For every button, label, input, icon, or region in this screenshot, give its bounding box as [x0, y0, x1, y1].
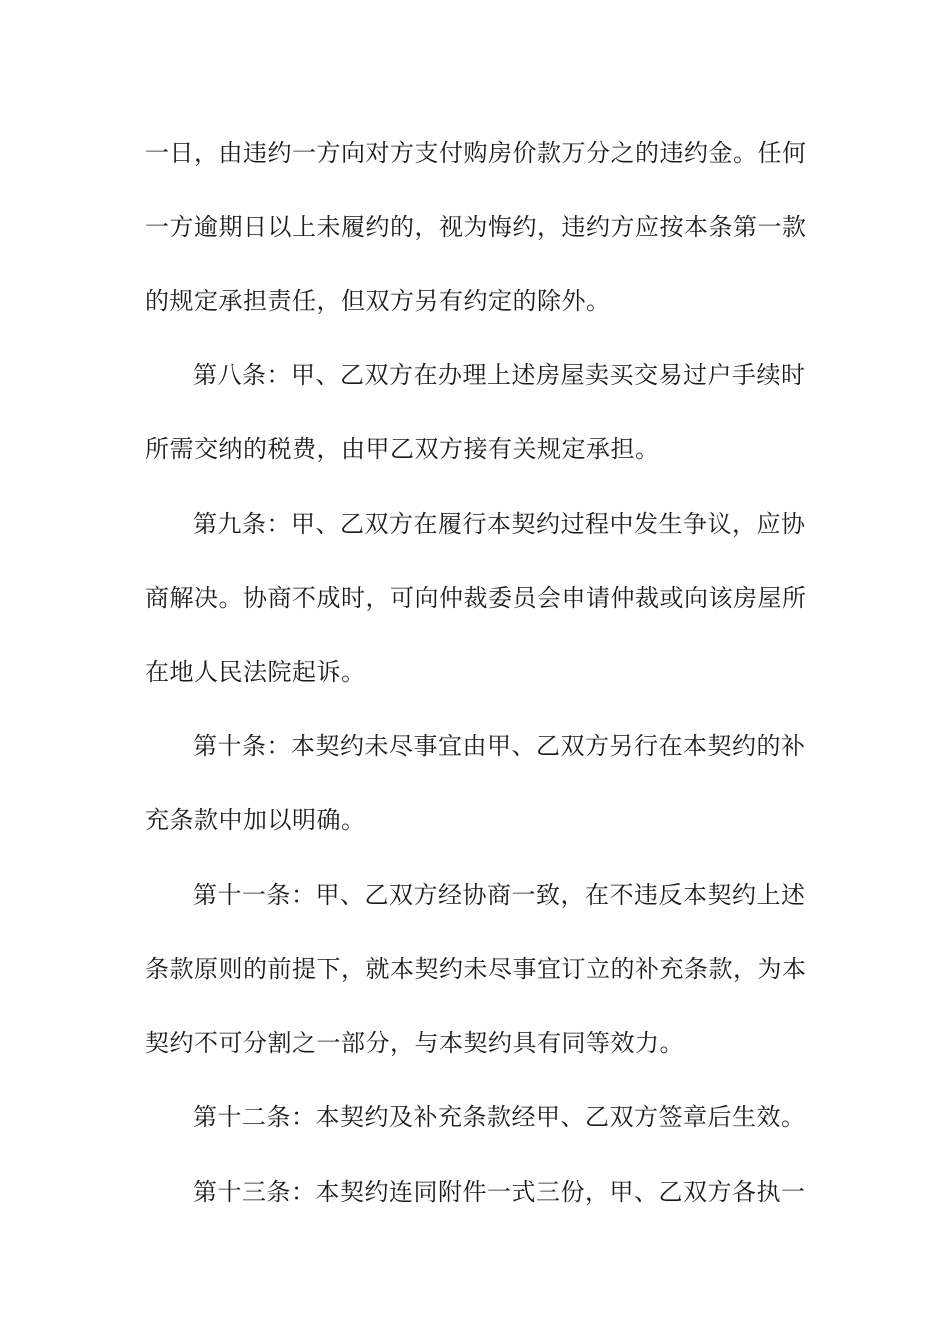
paragraph-article-8: 第八条：甲、乙双方在办理上述房屋卖买交易过户手续时	[193, 361, 806, 389]
text-line: 一方逾期日以上未履约的，视为悔约，违约方应按本条第一款	[145, 213, 807, 241]
paragraph-article-9: 第九条：甲、乙双方在履行本契约过程中发生争议，应协	[193, 510, 806, 538]
paragraph-article-11: 第十一条：甲、乙双方经协商一致，在不违反本契约上述	[193, 881, 806, 909]
text-line: 条款原则的前提下，就本契约未尽事宜订立的补充条款，为本	[145, 955, 807, 983]
text-line: 契约不可分割之一部分，与本契约具有同等效力。	[145, 1029, 684, 1057]
text-line: 所需交纳的税费，由甲乙双方接有关规定承担。	[145, 435, 660, 463]
text-line: 商解决。协商不成时，可向仲裁委员会申请仲裁或向该房屋所	[145, 584, 807, 612]
paragraph-article-10: 第十条：本契约未尽事宜由甲、乙双方另行在本契约的补	[193, 732, 806, 760]
text-line: 在地人民法院起诉。	[145, 658, 366, 686]
text-line: 一日，由违约一方向对方支付购房价款万分之的违约金。任何	[145, 139, 807, 167]
text-line: 的规定承担责任，但双方另有约定的除外。	[145, 287, 611, 315]
paragraph-article-13: 第十三条：本契约连同附件一式三份，甲、乙双方各执一	[193, 1178, 806, 1206]
text-line: 充条款中加以明确。	[145, 806, 366, 834]
paragraph-article-12: 第十二条：本契约及补充条款经甲、乙双方签章后生效。	[193, 1103, 806, 1131]
